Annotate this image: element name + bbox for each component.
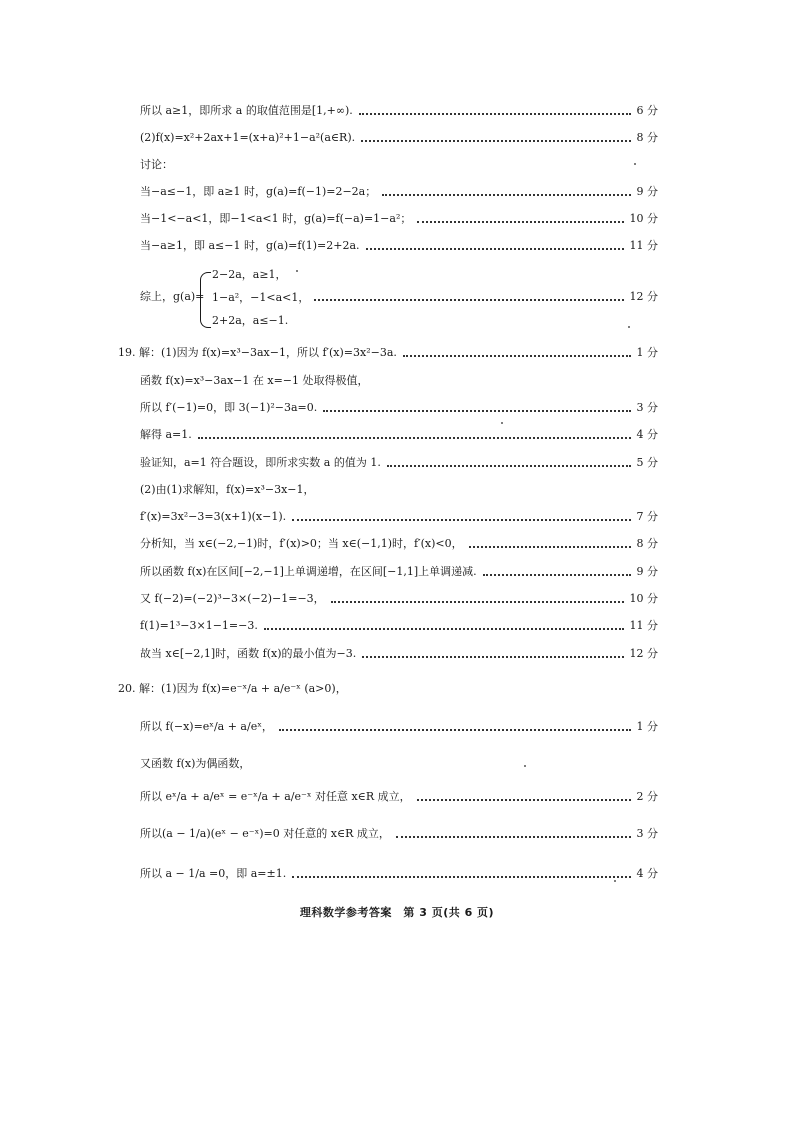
line-text: 当−a≤−1，即 a≥1 时，g(a)=f(−1)=2−2a；	[140, 185, 377, 198]
score-label: 9 分	[636, 565, 658, 578]
piecewise-case: 2+2a，a≤−1.	[212, 314, 289, 327]
answer-line	[140, 158, 658, 172]
answer-line	[140, 619, 658, 633]
score-label: 4 分	[636, 867, 658, 880]
answer-line	[140, 827, 658, 841]
line-text: 验证知，a=1 符合题设，即所求实数 a 的值为 1.	[140, 456, 381, 469]
answer-line	[140, 483, 658, 497]
piecewise-case: 2−2a，a≥1，	[212, 268, 287, 281]
answer-line	[140, 537, 658, 551]
scan-speck	[524, 765, 526, 767]
dot-leader	[264, 626, 624, 630]
dot-leader	[362, 654, 623, 658]
score-label: 1 分	[636, 346, 658, 359]
dot-leader	[359, 111, 631, 115]
page-footer: 理科数学参考答案 第 3 页(共 6 页)	[299, 906, 495, 919]
score-label: 11 分	[629, 239, 658, 252]
line-text: 当−a≥1，即 a≤−1 时，g(a)=f(1)=2+2a.	[140, 239, 360, 252]
dot-leader	[382, 192, 630, 196]
dot-leader	[483, 572, 631, 576]
line-text: 所以 f′(−1)=0，即 3(−1)²−3a=0.	[140, 401, 318, 414]
piecewise-summary	[140, 268, 658, 330]
score-label: 7 分	[636, 510, 658, 523]
score-label: 10 分	[629, 592, 658, 605]
dot-leader	[396, 834, 631, 838]
answer-line	[140, 104, 658, 118]
score-label: 3 分	[636, 827, 658, 840]
line-text: 故当 x∈[−2,1]时，函数 f(x)的最小值为−3.	[140, 647, 357, 660]
line-text: 解得 a=1.	[140, 428, 192, 441]
dot-leader	[314, 297, 624, 301]
dot-leader	[387, 463, 631, 467]
line-text: 分析知，当 x∈(−2,−1)时，f′(x)>0；当 x∈(−1,1)时，f′(x)<0，	[140, 537, 463, 550]
answer-line	[118, 682, 658, 696]
dot-leader	[323, 408, 630, 412]
scan-speck	[614, 880, 616, 882]
score-label: 1 分	[636, 720, 658, 733]
line-text: 19. 解：(1)因为 f(x)=x³−3ax−1，所以 f′(x)=3x²−3a.	[118, 346, 397, 359]
score-label: 5 分	[636, 456, 658, 469]
answer-line	[118, 346, 658, 360]
score-label: 12 分	[629, 647, 658, 660]
line-text: 讨论：	[140, 158, 173, 171]
answer-line	[140, 212, 658, 226]
answer-line	[140, 757, 658, 771]
dot-leader	[469, 544, 631, 548]
piecewise-case: 1−a²，−1<a<1，	[212, 291, 310, 304]
line-text: 函数 f(x)=x³−3ax−1 在 x=−1 处取得极值，	[140, 374, 369, 387]
left-brace	[200, 272, 211, 328]
dot-leader	[292, 517, 630, 521]
line-text: 20. 解：(1)因为 f(x)=e⁻ˣ/a + a/e⁻ˣ (a>0)，	[118, 682, 347, 695]
score-label: 8 分	[636, 131, 658, 144]
dot-leader	[292, 874, 630, 878]
dot-leader	[361, 138, 630, 142]
score-label: 10 分	[629, 212, 658, 225]
line-text: 当−1<−a<1，即−1<a<1 时，g(a)=f(−a)=1−a²；	[140, 212, 412, 225]
answer-line	[140, 720, 658, 734]
line-text: 又 f(−2)=(−2)³−3×(−2)−1=−3，	[140, 592, 325, 605]
scan-speck	[628, 326, 630, 328]
line-text: 所以 eˣ/a + a/eˣ = e⁻ˣ/a + a/e⁻ˣ 对任意 x∈R 成立，	[140, 790, 411, 803]
score-label: 8 分	[636, 537, 658, 550]
answer-line	[140, 401, 658, 415]
answer-line	[140, 790, 658, 804]
line-text: f′(x)=3x²−3=3(x+1)(x−1).	[140, 510, 287, 523]
line-text: (2)f(x)=x²+2ax+1=(x+a)²+1−a²(a∈R).	[140, 131, 356, 144]
line-text: 所以 a − 1/a =0，即 a=±1.	[140, 867, 287, 880]
answer-line	[140, 867, 658, 881]
answer-line	[140, 592, 658, 606]
dot-leader	[403, 353, 631, 357]
dot-leader	[366, 246, 624, 250]
line-text: 所以 a≥1，即所求 a 的取值范围是[1,+∞).	[140, 104, 353, 117]
line-text: 所以(a − 1/a)(eˣ − e⁻ˣ)=0 对任意的 x∈R 成立，	[140, 827, 390, 840]
scan-speck	[501, 422, 503, 424]
answer-line	[140, 374, 658, 388]
answer-line	[140, 647, 658, 661]
dot-leader	[279, 727, 631, 731]
score-label: 11 分	[629, 619, 658, 632]
score-label: 9 分	[636, 185, 658, 198]
answer-line	[140, 456, 658, 470]
answer-line	[140, 510, 658, 524]
dot-leader	[417, 797, 631, 801]
score-label: 6 分	[636, 104, 658, 117]
score-label: 3 分	[636, 401, 658, 414]
score-label: 12 分	[629, 290, 658, 303]
dot-leader	[331, 599, 624, 603]
dot-leader	[198, 435, 631, 439]
line-text: f(1)=1³−3×1−1=−3.	[140, 619, 258, 632]
answer-line	[140, 185, 658, 199]
piecewise-score-line	[308, 290, 658, 304]
answer-line	[140, 131, 658, 145]
line-text: 又函数 f(x)为偶函数，	[140, 757, 251, 770]
answer-line	[140, 239, 658, 253]
scan-speck	[634, 163, 636, 165]
dot-leader	[417, 219, 623, 223]
line-text: 所以 f(−x)=eˣ/a + a/eˣ，	[140, 720, 273, 733]
scan-speck	[296, 270, 298, 272]
line-text: (2)由(1)求解知，f(x)=x³−3x−1，	[140, 483, 315, 496]
piecewise-lhs: 综上，g(a)=	[140, 290, 205, 303]
answer-line	[140, 565, 658, 579]
score-label: 4 分	[636, 428, 658, 441]
score-label: 2 分	[636, 790, 658, 803]
answer-line	[140, 428, 658, 442]
line-text: 所以函数 f(x)在区间[−2,−1]上单调递增，在区间[−1,1]上单调递减.	[140, 565, 477, 578]
